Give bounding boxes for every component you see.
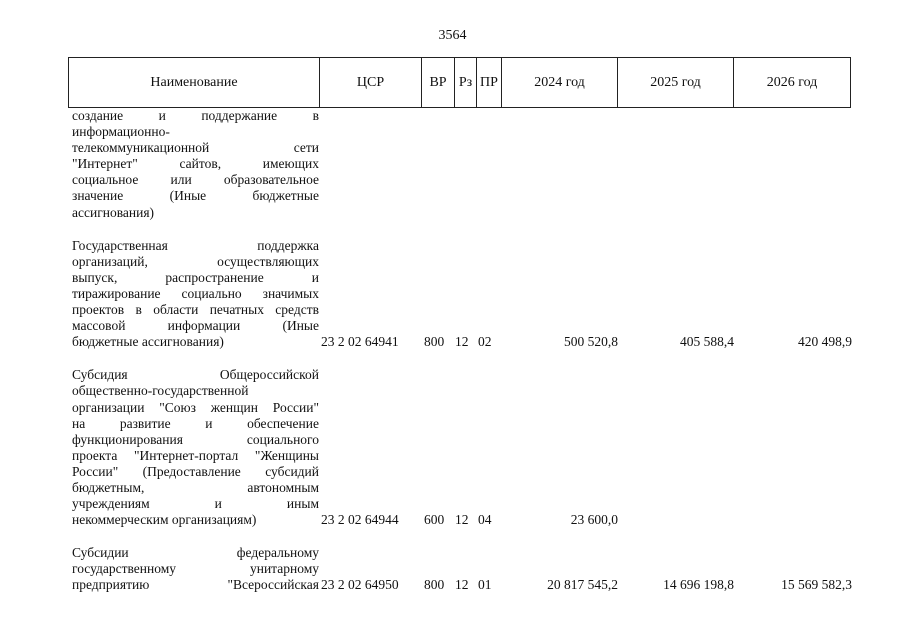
table-row (0, 238, 905, 351)
row-name-line: на развитие и обеспечение (72, 415, 319, 431)
row-name-line: общественно-государственной (72, 383, 249, 399)
cell-vr: 600 (424, 512, 445, 528)
cell-csr: 23 2 02 64950 (321, 577, 399, 593)
cell-vr: 800 (424, 334, 445, 350)
page-number: 3564 (438, 28, 467, 43)
row-name-line: Государственная поддержка (72, 237, 319, 253)
row-name-line: организаций, осуществляющих (72, 253, 319, 269)
cell-pr: 04 (478, 512, 492, 528)
row-name-line: создание и поддержание в (72, 108, 319, 123)
row-name-line: значение (Иные бюджетные (72, 188, 319, 204)
header-2026: 2026 год (734, 58, 851, 108)
row-name-line: информационно- (72, 124, 170, 140)
row-name-line: тиражирование социально значимых (72, 285, 319, 301)
row-name (72, 108, 319, 221)
cell-pr: 01 (478, 577, 492, 593)
row-name-line: некоммерческим организациям) (72, 512, 257, 528)
cell-y2025: 405 588,4 (680, 334, 734, 350)
row-name-line: Субсидии федеральному (72, 545, 319, 561)
row-name-line: ассигнования) (72, 204, 155, 220)
row-name (72, 367, 319, 528)
row-name-line: Субсидия Общероссийской (72, 367, 319, 383)
table-body (0, 108, 905, 594)
header-rz: Рз (455, 58, 477, 108)
cell-vr: 800 (424, 577, 445, 593)
row-name-line: "Интернет" сайтов, имеющих (72, 156, 319, 172)
table-header (68, 57, 851, 108)
row-name-line: предприятию "Всероссийская (72, 577, 319, 593)
row-name-line: России" (Предоставление субсидий (72, 463, 319, 479)
header-2025: 2025 год (618, 58, 734, 108)
row-name-line: проектов в области печатных средств (72, 302, 319, 318)
cell-y2026: 15 569 582,3 (781, 577, 852, 593)
header-name: Наименование (69, 58, 320, 108)
row-name-line: функционирования социального (72, 431, 319, 447)
cell-csr: 23 2 02 64944 (321, 512, 399, 528)
cell-pr: 02 (478, 334, 492, 350)
cell-y2025: 14 696 198,8 (663, 577, 734, 593)
row-name-line: учреждениям и иным (72, 496, 319, 512)
cell-y2024: 23 600,0 (570, 512, 618, 528)
cell-rz: 12 (455, 512, 469, 528)
row-name (72, 238, 319, 351)
header-2024: 2024 год (502, 58, 618, 108)
row-name-line: бюджетным, автономным (72, 479, 319, 495)
header-pr: ПР (477, 58, 502, 108)
cell-rz: 12 (455, 334, 469, 350)
row-name-line: бюджетные ассигнования) (72, 334, 224, 350)
row-name-line: социальное или образовательное (72, 172, 319, 188)
table-row (0, 108, 905, 221)
table-row (0, 545, 905, 593)
cell-y2024: 20 817 545,2 (547, 577, 618, 593)
table-row (0, 367, 905, 528)
header-vr: ВР (422, 58, 455, 108)
row-name-line: государственному унитарному (72, 561, 319, 577)
row-name-line: телекоммуникационной сети (72, 140, 319, 156)
cell-y2026: 420 498,9 (798, 334, 852, 350)
header-csr: ЦСР (320, 58, 422, 108)
cell-rz: 12 (455, 577, 469, 593)
row-name-line: проекта "Интернет-портал "Женщины (72, 447, 319, 463)
row-name-line: организации "Союз женщин России" (72, 399, 319, 415)
cell-csr: 23 2 02 64941 (321, 334, 399, 350)
row-name-line: массовой информации (Иные (72, 318, 319, 334)
row-name (72, 545, 319, 593)
cell-y2024: 500 520,8 (564, 334, 618, 350)
row-name-line: выпуск, распространение и (72, 269, 319, 285)
